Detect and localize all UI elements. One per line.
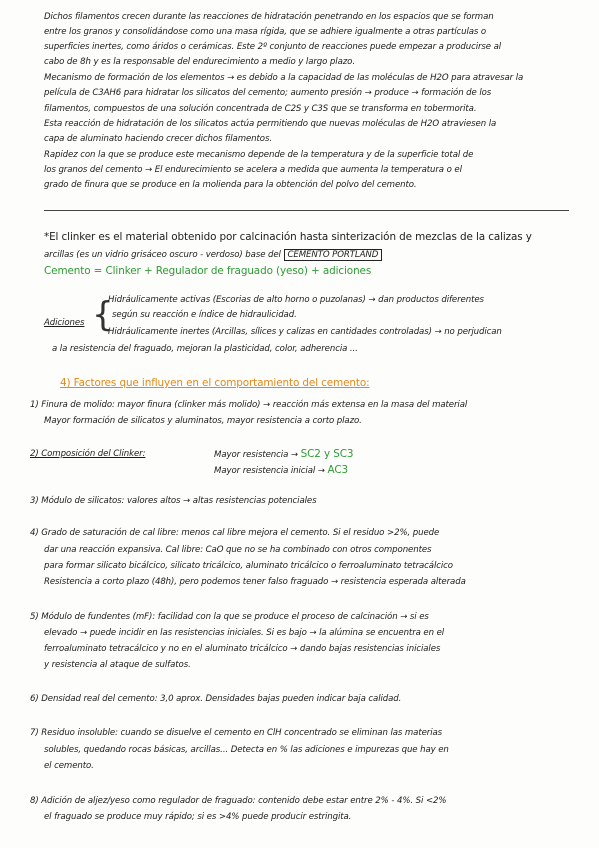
intro-p1-line-3: superficies inertes, como áridos o cerámicas. Este 2º conjunto de reacciones puede empezar a producirse al [44,42,502,52]
factor-7-line-2: solubles, quedando rocas básicas, arcillas... Detecta en % las adiciones e impurezas que hay en [44,745,449,755]
factor-5-line-1: 5) Módulo de fundentes (mF): facilidad con la que se produce el proceso de calcinación → si es [30,612,429,622]
factor-7-line-1: 7) Residuo insoluble: cuando se disuelve el cemento en ClH concentrado se eliminan las materias [30,728,443,738]
factor-3: 3) Módulo de silicatos: valores altos → altas resistencias potenciales [30,496,317,506]
factor-2-row-2-label: Mayor resistencia inicial → [214,466,325,476]
intro-p2-line-2: película de C3AH6 para hidratar los silicatos del cemento; aumento presión → produce → formación de los [44,88,492,98]
intro-p2-line-4: Esta reacción de hidratación de los silicatos actúa permitiendo que nuevas moléculas de H2O atraviesen la [44,119,497,129]
factor-2-row-2-value: AC3 [327,464,349,476]
clinker-line-2 [44,250,599,261]
factor-8-line-2: el fraguado se produce muy rápido; si es >4% puede producir estringita. [44,812,352,822]
adiciones-inertes-line-2: a la resistencia del fraguado, mejoran la plasticidad, color, adherencia ... [52,344,358,354]
intro-p1-line-4: cabo de 8h y es la responsable del endurecimiento a medio y largo plazo. [44,57,355,67]
adiciones-inertes-line-1: Hidráulicamente inertes (Arcillas, sílices y calizas en cantidades controladas) → no perjudican [108,327,502,337]
factor-4-line-1: 4) Grado de saturación de cal libre: menos cal libre mejora el cemento. Si el residuo >2%, puede [30,528,440,538]
factor-2-row-2 [214,465,599,477]
factor-5-line-3: ferroaluminato tetracálcico y no en el aluminato tricálcico → dando bajas resistencias iniciales [44,644,441,654]
cemento-portland-box: CEMENTO PORTLAND [284,249,383,261]
intro-p2-line-5: capa de aluminato haciendo crecer dichos filamentos. [44,134,272,144]
factor-2-row-1-label: Mayor resistencia → [214,450,298,460]
intro-p3-line-2: los granos del cemento → El endurecimiento se acelera a medida que aumenta la temperatura o el [44,165,462,175]
adiciones-activas-line-2: según su reacción e índice de hidraulicidad. [112,310,297,320]
factor-7-line-3: el cemento. [44,761,94,771]
intro-p3-line-1: Rapidez con la que se produce este mecanismo depende de la temperatura y de la superficie total de [44,150,474,160]
factor-4-line-3: para formar silicato bicálcico, silicato tricálcico, aluminato tricálcico o ferroaluminato tetracálcico [44,561,453,571]
intro-p2-line-1: Mecanismo de formación de los elementos → es debido a la capacidad de las moléculas de H2O para atravesar la [44,73,524,83]
factor-2-row-1-value: SC2 y SC3 [300,448,354,460]
factor-4-line-2: dar una reacción expansiva. Cal libre: CaO que no se ha combinado con otros componentes [44,545,432,555]
brace-icon: { [92,295,114,335]
intro-p3-line-3: grado de finura que se produce en la molienda para la obtención del polvo del cemento. [44,180,417,190]
factor-1-line-1: 1) Finura de molido: mayor finura (clinker más molido) → reacción más extensa en la masa del material [30,400,468,410]
factor-8-line-1: 8) Adición de aljez/yeso como regulador de fraguado: contenido debe estar entre 2% - 4%. Si <2% [30,796,447,806]
factor-6: 6) Densidad real del cemento: 3,0 aprox. Densidades bajas pueden indicar baja calidad. [30,694,402,704]
factor-1-line-2: Mayor formación de silicatos y aluminatos, mayor resistencia a corto plazo. [44,416,362,426]
factor-2-title: 2) Composición del Clinker: [30,449,146,459]
intro-p1-line-2: entre los granos y consolidándose como una masa rígida, que se adhiere igualmente a otras partículas o [44,27,487,37]
cement-formula: Cemento = Clinker + Regulador de fraguado (yeso) + adiciones [44,265,372,277]
intro-p1-line-1: Dichos filamentos crecen durante las reacciones de hidratación penetrando en los espacios que se forman [44,12,494,22]
clinker-description: arcillas (es un vidrio grisáceo oscuro - verdoso) base del [44,250,281,260]
factor-2-row-1 [214,449,599,461]
clinker-line-1: *El clinker es el material obtenido por calcinación hasta sinterización de mezclas de la calizas y [44,231,532,243]
adiciones-activas-line-1: Hidráulicamente activas (Escorias de alto horno o puzolanas) → dan productos diferentes [108,295,484,305]
factor-5-line-2: elevado → puede incidir en las resistencias iniciales. Si es bajo → la alúmina se encuentra en el [44,628,445,638]
adiciones-label: Adiciones [44,318,85,328]
intro-p2-line-3: filamentos, compuestos de una solución concentrada de C2S y C3S que se transforma en tobermorita. [44,104,477,114]
factor-4-line-4: Resistencia a corto plazo (48h), pero podemos tener falso fraguado → resistencia esperada alterada [44,577,466,587]
factores-heading: 4) Factores que influyen en el comportamiento del cemento: [60,377,370,389]
section-divider [44,210,569,211]
factor-5-line-4: y resistencia al ataque de sulfatos. [44,660,191,670]
